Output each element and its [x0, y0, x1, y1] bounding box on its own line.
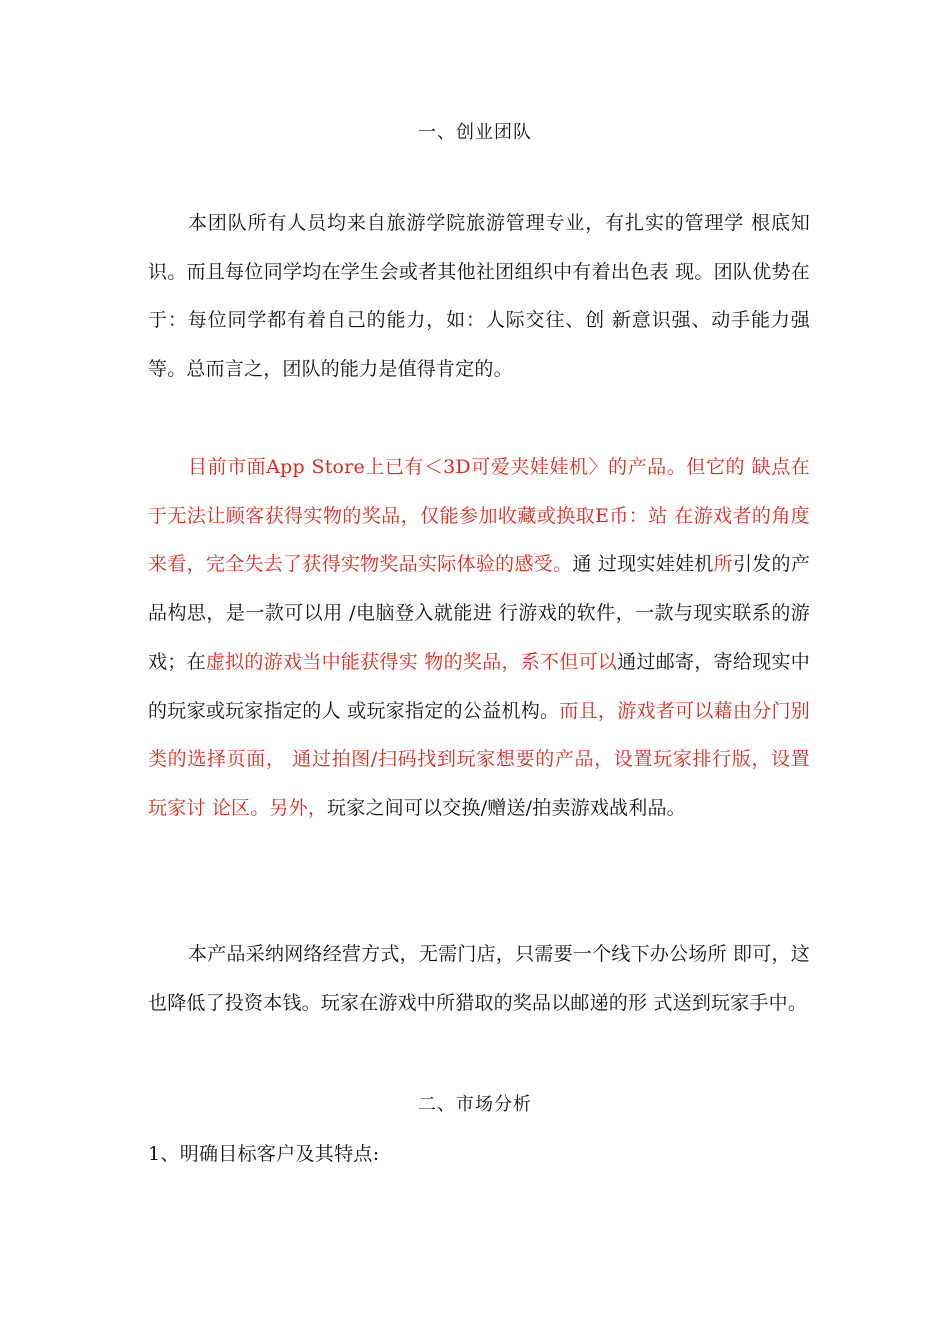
product-text-red-3: 虚拟的游戏当中能获得实 物的奖品，系不但可以 — [205, 650, 618, 673]
subsection-heading-target-customers: 1、明确目标客户及其特点: — [148, 1143, 380, 1165]
business-paragraph — [148, 930, 810, 1027]
section-heading-team: 一、创业团队 — [418, 122, 532, 143]
product-paragraph — [148, 443, 810, 833]
product-text-red-1: 目前市面App Store上已有＜3D可爱夹娃娃机〉的产品。但它的 缺点在于无法让顾客获得实物的奖品，仅能参加收藏或换取E币：站 在游戏者的角度来看，完全失去了获得实物奖品实际体验的感受。 — [148, 456, 810, 576]
product-text-black-1: 通 过现实娃娃机 — [572, 553, 714, 576]
product-paragraph-text — [148, 443, 810, 833]
product-text-red-2: 所 — [713, 553, 733, 576]
product-text-black-4: 玩家之间可以交换/赠送/拍卖游戏战利品。 — [327, 796, 686, 819]
product-text-red-4: 而且，游戏者可以藉由分门别类的选择页面， 通过拍图/扫码找到玩家想要的产品，设置玩家排行版，设置玩家讨 论区。另外， — [148, 699, 810, 819]
product-text-black-3: 通过邮寄，寄给现实中的玩家或玩家指定的人 或玩家指定的公益机构。 — [148, 650, 810, 722]
product-text-black-2: 引发的产品构思，是一款可以用 /电脑登入就能进 行游戏的软件，一款与现实联系的游戏；在 — [148, 553, 811, 673]
business-paragraph-text: 本产品采纳网络经营方式，无需门店，只需要一个线下办公场所 即可，这也降低了投资本钱。玩家在游戏中所猎取的奖品以邮递的形 式送到玩家手中。 — [148, 943, 810, 1014]
section-heading-market: 二、市场分析 — [418, 1094, 532, 1115]
team-paragraph-text: 本团队所有人员均来自旅游学院旅游管理专业，有扎实的管理学 根底知识。而且每位同学均在学生会或者其他社团组织中有着出色表 现。团队优势在于：每位同学都有着自己的能力，如：人际交往、创 新意识强、动手能力强等。总而言之，团队的能力是值得肯定的。 — [148, 212, 810, 381]
team-paragraph — [148, 199, 810, 394]
